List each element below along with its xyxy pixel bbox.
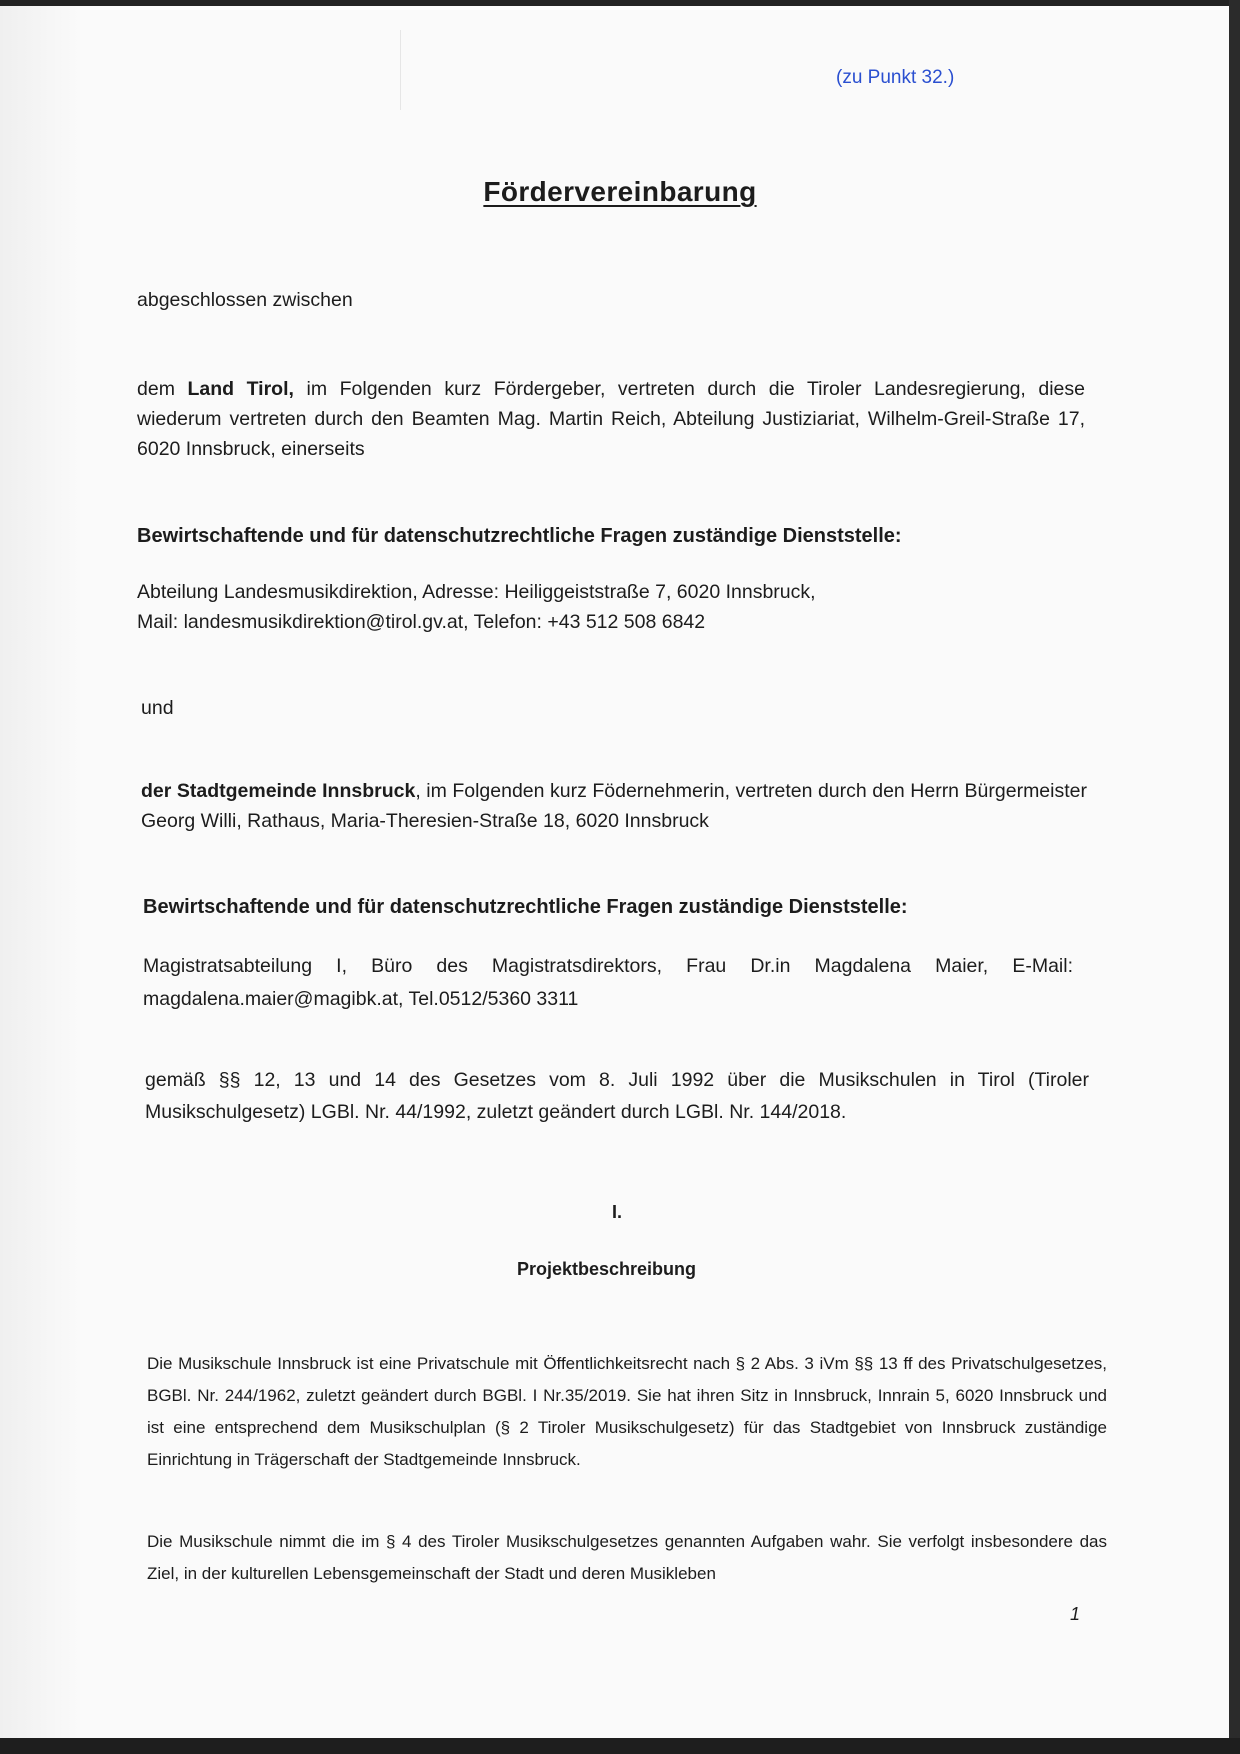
party1-office-line2: Mail: landesmusikdirektion@tirol.gv.at, Telefon: +43 512 508 6842 (137, 611, 706, 633)
party1-office-line1: Abteilung Landesmusikdirektion, Adresse: Heiliggeiststraße 7, 6020 Innsbruck, (137, 581, 816, 603)
party2-text: , im Folgenden kurz Födernehmerin, vertreten durch den Herrn Bürgermeister Georg Willi, Rathaus, Maria-Theresien-Straße 18, 6020 Innsbruck (141, 780, 1087, 832)
section-paragraph-2: Die Musikschule nimmt die im § 4 des Tiroler Musikschulgesetzes genannten Aufgaben wahr. Sie verfolgt insbesondere das Ziel, in der kulturellen Lebensgemeinschaft der Stadt und deren Musikleben (147, 1532, 1107, 1583)
scan-left-shade (0, 6, 80, 1738)
party1-name: Land Tirol, (187, 378, 294, 400)
party1-prefix: dem (137, 378, 188, 400)
scan-right-edge (1229, 0, 1240, 1754)
party1-office-heading: Bewirtschaftende und für datenschutzrechtliche Fragen zuständige Dienststelle: (137, 525, 902, 547)
party1-text: im Folgenden kurz Fördergeber, vertreten durch die Tiroler Landesregierung, diese wiederum vertreten durch den Beamten Mag. Martin Reich, Abteilung Justiziariat, Wilhelm-Greil-Straße 17, 6020 Innsbruck, einerseits (137, 378, 1085, 460)
scan-bottom-edge (0, 1738, 1240, 1754)
scan-fold-line (400, 30, 401, 110)
party1-paragraph (137, 374, 1085, 464)
section-number: I. (612, 1202, 623, 1222)
party2-name: der Stadtgemeinde Innsbruck (141, 780, 416, 802)
section-title: Projektbeschreibung (517, 1259, 697, 1279)
intro-text: abgeschlossen zwischen (137, 289, 353, 311)
legal-basis-paragraph: gemäß §§ 12, 13 und 14 des Gesetzes vom 8. Juli 1992 über die Musikschulen in Tirol (Tiroler Musikschulgesetz) LGBl. Nr. 44/1992, zuletzt geändert durch LGBl. Nr. 144/2018. (145, 1069, 1089, 1123)
section-paragraph-1: Die Musikschule Innsbruck ist eine Privatschule mit Öffentlichkeitsrecht nach § 2 Abs. 3 iVm §§ 13 ff des Privatschulgesetzes, BGBl. Nr. 244/1962, zuletzt geändert durch BGBl. I Nr.35/2019. Sie hat ihren Sitz in Innsbruck, Innrain 5, 6020 Innsbruck und ist eine entsprechend dem Musikschulplan (§ 2 Tiroler Musikschulgesetz) für das Stadtgebiet von Innsbruck zuständige Einrichtung in Trägerschaft der Stadtgemeinde Innsbruck. (147, 1354, 1107, 1469)
conjunction-text: und (141, 697, 174, 719)
reference-note: (zu Punkt 32.) (836, 67, 955, 88)
page-number: 1 (1070, 1604, 1081, 1624)
party2-office-heading: Bewirtschaftende und für datenschutzrechtliche Fragen zuständige Dienststelle: (143, 896, 908, 918)
party2-paragraph (141, 776, 1087, 836)
party2-office-text: Magistratsabteilung I, Büro des Magistratsdirektors, Frau Dr.in Magdalena Maier, E-Mail: magdalena.maier@magibk.at, Tel.0512/5360 3311 (143, 955, 1073, 1010)
document-page (0, 6, 1229, 1738)
document-title: Fördervereinbarung (483, 176, 757, 207)
